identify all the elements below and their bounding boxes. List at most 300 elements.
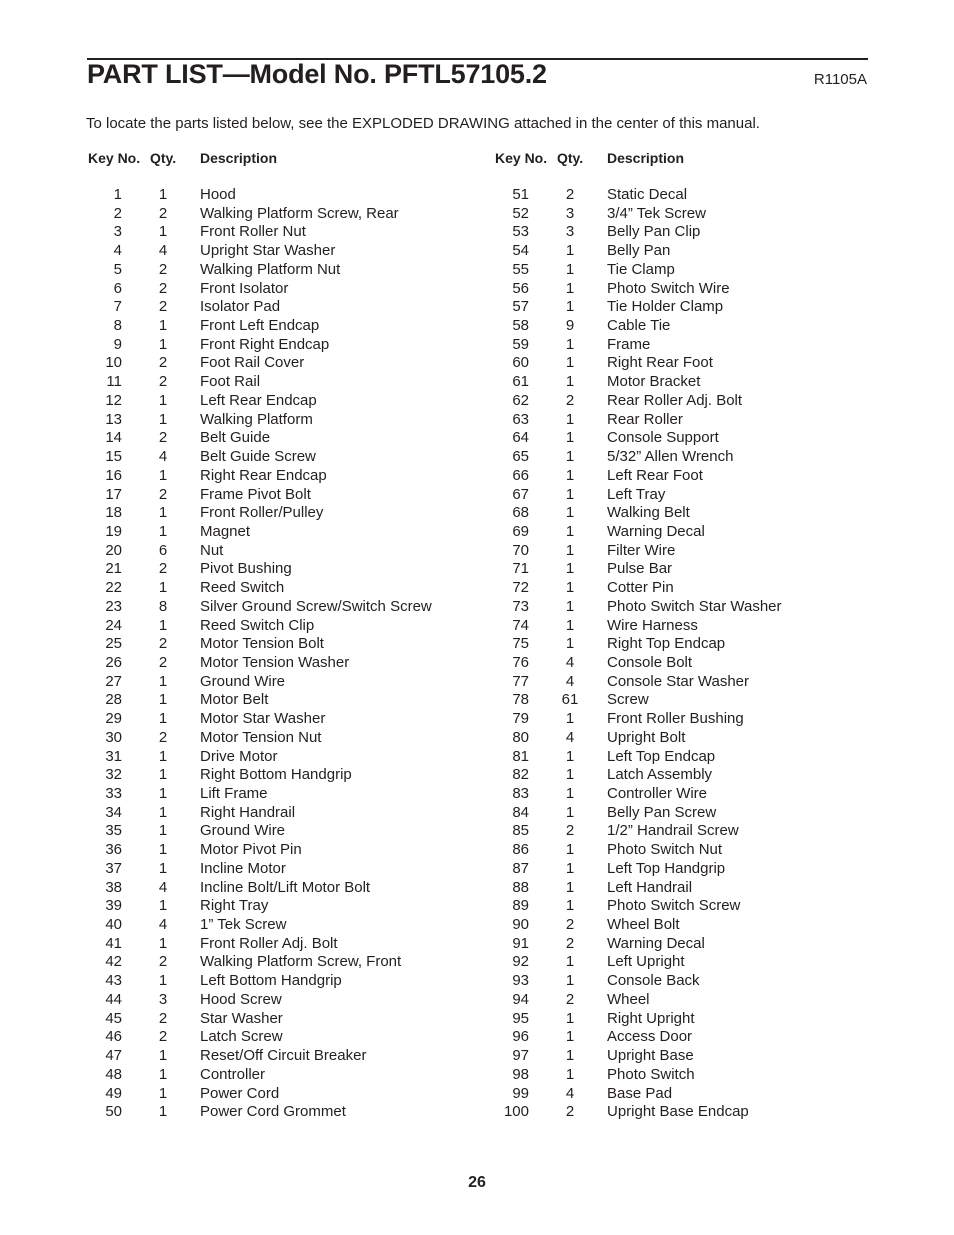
part-description: Walking Platform Screw, Rear	[200, 204, 399, 222]
part-qty: 3	[158, 990, 168, 1008]
part-qty: 2	[158, 653, 168, 671]
part-qty: 1	[158, 934, 168, 952]
part-key-no: 21	[105, 560, 122, 578]
part-qty: 1	[565, 522, 575, 540]
part-qty: 1	[565, 710, 575, 728]
part-qty: 1	[565, 841, 575, 859]
part-key-no: 79	[512, 710, 529, 728]
part-description: Front Isolator	[200, 279, 289, 297]
part-key-no: 31	[105, 747, 122, 765]
part-qty: 4	[565, 728, 575, 746]
part-description: Upright Bolt	[607, 728, 686, 746]
part-qty: 1	[565, 803, 575, 821]
part-description: Power Cord Grommet	[200, 1103, 346, 1121]
part-key-no: 26	[105, 653, 122, 671]
part-description: Walking Belt	[607, 504, 690, 522]
part-key-no: 41	[105, 934, 122, 952]
part-key-no: 6	[113, 279, 122, 297]
part-description: Belly Pan Clip	[607, 223, 701, 241]
part-key-no: 63	[512, 410, 529, 428]
part-key-no: 64	[512, 429, 529, 447]
part-key-no: 69	[512, 522, 529, 540]
part-key-no: 17	[105, 485, 122, 503]
part-description: Wire Harness	[607, 616, 698, 634]
part-qty: 1	[158, 691, 168, 709]
header-qty: Qty.	[150, 150, 177, 166]
part-key-no: 97	[512, 1047, 529, 1065]
part-key-no: 33	[105, 785, 122, 802]
part-qty: 1	[565, 747, 575, 765]
part-key-no: 38	[105, 878, 122, 896]
part-qty: 4	[565, 672, 575, 690]
part-description: 1” Tek Screw	[200, 916, 287, 934]
part-qty: 1	[565, 373, 575, 391]
page-number: 26	[468, 1174, 486, 1191]
part-description: Belt Guide	[200, 429, 271, 447]
part-key-no: 59	[512, 335, 529, 353]
part-description: Ground Wire	[200, 672, 286, 690]
part-qty: 1	[158, 803, 168, 821]
part-qty: 4	[158, 878, 168, 896]
part-description: Front Roller Nut	[200, 223, 306, 241]
part-description: Left Handrail	[607, 878, 693, 896]
part-qty: 2	[158, 204, 168, 222]
part-description: Motor Pivot Pin	[200, 841, 302, 859]
part-description: Upright Base	[607, 1047, 694, 1065]
part-description: Reset/Off Circuit Breaker	[200, 1047, 367, 1065]
part-qty: 1	[565, 953, 575, 971]
part-key-no: 30	[105, 728, 122, 746]
part-description: Front Left Endcap	[200, 317, 320, 335]
part-qty: 1	[565, 785, 575, 802]
part-description: Walking Platform Nut	[200, 260, 341, 278]
part-key-no: 92	[512, 953, 529, 971]
part-qty: 1	[565, 1047, 575, 1065]
part-qty: 1	[158, 1065, 168, 1083]
part-qty: 2	[565, 1103, 575, 1121]
part-key-no: 46	[105, 1028, 122, 1046]
part-description: Motor Belt	[200, 691, 269, 709]
part-key-no: 52	[512, 204, 529, 222]
part-key-no: 83	[512, 785, 529, 802]
part-key-no: 71	[512, 560, 529, 578]
part-key-no: 15	[105, 448, 122, 466]
part-key-no: 75	[512, 635, 529, 653]
part-qty: 2	[565, 934, 575, 952]
part-key-no: 39	[105, 897, 122, 915]
part-description: Console Back	[607, 972, 700, 990]
part-key-no: 78	[512, 691, 529, 709]
part-description: Walking Platform	[200, 410, 313, 428]
part-description: Tie Holder Clamp	[607, 298, 724, 316]
part-description: Hood Screw	[200, 990, 282, 1008]
part-key-no: 55	[512, 260, 529, 278]
part-description: Front Roller/Pulley	[200, 504, 324, 522]
part-description: Left Rear Endcap	[200, 391, 317, 409]
part-description: Right Handrail	[200, 803, 296, 821]
part-description: Motor Star Washer	[200, 710, 326, 728]
part-qty: 1	[565, 972, 575, 990]
part-key-no: 53	[512, 223, 529, 241]
part-description: 3/4” Tek Screw	[607, 204, 706, 222]
part-key-no: 61	[512, 373, 529, 391]
part-description: Left Upright	[607, 953, 685, 971]
header-description: Description	[607, 150, 685, 166]
part-qty: 1	[158, 766, 168, 784]
part-qty: 1	[565, 410, 575, 428]
part-description: Rear Roller Adj. Bolt	[607, 391, 743, 409]
part-qty: 1	[565, 354, 575, 372]
part-description: Foot Rail Cover	[200, 354, 305, 372]
part-description: Right Bottom Handgrip	[200, 766, 352, 784]
part-key-no: 68	[512, 504, 529, 522]
part-qty: 8	[158, 597, 168, 615]
part-qty: 1	[565, 766, 575, 784]
part-description: Upright Star Washer	[200, 242, 336, 260]
part-description: Left Bottom Handgrip	[200, 972, 342, 990]
part-description: Incline Bolt/Lift Motor Bolt	[200, 878, 371, 896]
part-key-no: 54	[512, 242, 529, 260]
part-qty: 1	[565, 485, 575, 503]
part-key-no: 100	[503, 1103, 529, 1121]
part-key-no: 19	[105, 522, 122, 540]
part-key-no: 88	[512, 878, 529, 896]
part-key-no: 35	[105, 822, 122, 840]
part-qty: 2	[565, 916, 575, 934]
part-description: Left Top Handgrip	[607, 859, 726, 877]
part-qty: 1	[158, 972, 168, 990]
part-qty: 1	[565, 260, 575, 278]
part-qty: 1	[158, 1084, 168, 1102]
part-description: Photo Switch	[607, 1065, 695, 1083]
part-description: Wheel	[607, 990, 650, 1008]
part-key-no: 50	[105, 1103, 122, 1121]
part-key-no: 1	[113, 186, 122, 203]
part-qty: 1	[565, 635, 575, 653]
part-key-no: 43	[105, 972, 122, 990]
part-key-no: 57	[512, 298, 529, 316]
part-description: Walking Platform Screw, Front	[200, 953, 402, 971]
part-description: Right Upright	[607, 1009, 695, 1027]
part-description: Motor Tension Nut	[200, 728, 322, 746]
part-qty: 2	[158, 1009, 168, 1027]
part-description: Right Tray	[200, 897, 269, 915]
part-key-no: 20	[105, 541, 122, 559]
part-key-no: 56	[512, 279, 529, 297]
part-key-no: 89	[512, 897, 529, 915]
part-qty: 1	[565, 560, 575, 578]
header-key-no: Key No.	[495, 150, 548, 166]
part-description: Console Bolt	[607, 653, 693, 671]
part-description: Pulse Bar	[607, 560, 673, 578]
part-key-no: 65	[512, 448, 529, 466]
part-description: Belly Pan Screw	[607, 803, 717, 821]
part-description: Frame Pivot Bolt	[200, 485, 311, 503]
part-description: Controller Wire	[607, 785, 708, 802]
part-qty: 2	[565, 990, 575, 1008]
part-qty: 2	[158, 260, 168, 278]
part-qty: 2	[158, 373, 168, 391]
part-description: Incline Motor	[200, 859, 286, 877]
part-qty: 61	[561, 691, 579, 709]
part-description: Right Rear Endcap	[200, 466, 327, 484]
header-qty: Qty.	[557, 150, 584, 166]
part-qty: 1	[565, 1065, 575, 1083]
part-description: Warning Decal	[607, 522, 705, 540]
part-qty: 2	[158, 635, 168, 653]
part-qty: 4	[158, 242, 168, 260]
part-qty: 1	[158, 522, 168, 540]
part-description: Star Washer	[200, 1009, 283, 1027]
part-description: Front Roller Adj. Bolt	[200, 934, 338, 952]
part-qty: 1	[158, 841, 168, 859]
part-qty: 2	[158, 298, 168, 316]
part-qty: 2	[158, 728, 168, 746]
part-key-no: 4	[113, 242, 122, 260]
part-key-no: 67	[512, 485, 529, 503]
part-qty: 1	[158, 747, 168, 765]
part-description: Latch Assembly	[607, 766, 713, 784]
part-key-no: 93	[512, 972, 529, 990]
part-description: Left Top Endcap	[607, 747, 716, 765]
part-key-no: 9	[113, 335, 122, 353]
part-qty: 3	[565, 223, 575, 241]
part-description: Nut	[200, 541, 224, 559]
part-key-no: 91	[512, 934, 529, 952]
part-qty: 4	[565, 653, 575, 671]
part-description: Right Top Endcap	[607, 635, 726, 653]
part-qty: 1	[158, 710, 168, 728]
part-description: Reed Switch	[200, 579, 285, 597]
part-description: Photo Switch Screw	[607, 897, 741, 915]
page-title: PART LIST—Model No. PFTL57105.2	[87, 59, 547, 89]
part-description: Access Door	[607, 1028, 693, 1046]
part-description: Power Cord	[200, 1084, 280, 1102]
part-description: Console Support	[607, 429, 719, 447]
part-key-no: 14	[105, 429, 122, 447]
part-qty: 2	[158, 429, 168, 447]
part-key-no: 47	[105, 1047, 122, 1065]
part-description: Photo Switch Wire	[607, 279, 730, 297]
part-description: 1/2” Handrail Screw	[607, 822, 739, 840]
part-description: Screw	[607, 691, 649, 709]
part-qty: 1	[565, 298, 575, 316]
part-description: Warning Decal	[607, 934, 705, 952]
part-qty: 1	[565, 1028, 575, 1046]
part-key-no: 96	[512, 1028, 529, 1046]
part-qty: 1	[158, 504, 168, 522]
part-key-no: 94	[512, 990, 529, 1008]
part-description: Foot Rail	[200, 373, 261, 391]
part-qty: 1	[158, 579, 168, 597]
part-key-no: 23	[105, 597, 122, 615]
part-description: Frame	[607, 335, 651, 353]
part-key-no: 37	[105, 859, 122, 877]
part-description: Ground Wire	[200, 822, 286, 840]
part-qty: 2	[565, 822, 575, 840]
part-qty: 1	[158, 822, 168, 840]
part-key-no: 11	[106, 373, 122, 391]
part-description: Belt Guide Screw	[200, 448, 316, 466]
part-description: Tie Clamp	[607, 260, 675, 278]
part-key-no: 42	[105, 953, 122, 971]
part-description: Pivot Bushing	[200, 560, 292, 578]
part-description: Magnet	[200, 522, 251, 540]
part-description: Lift Frame	[200, 785, 268, 802]
part-qty: 1	[158, 223, 168, 241]
part-key-no: 13	[105, 410, 122, 428]
part-qty: 1	[565, 878, 575, 896]
part-qty: 2	[158, 485, 168, 503]
part-description: Right Rear Foot	[607, 354, 713, 372]
part-key-no: 74	[512, 616, 529, 634]
part-key-no: 16	[105, 466, 122, 484]
part-qty: 2	[158, 354, 168, 372]
part-qty: 4	[158, 448, 168, 466]
part-key-no: 85	[512, 822, 529, 840]
part-key-no: 44	[105, 990, 122, 1008]
part-description: Left Rear Foot	[607, 466, 703, 484]
document-code: R1105A	[813, 71, 867, 88]
part-qty: 1	[565, 504, 575, 522]
part-key-no: 32	[105, 766, 122, 784]
part-qty: 1	[158, 391, 168, 409]
part-qty: 6	[158, 541, 168, 559]
part-qty: 1	[565, 597, 575, 615]
part-key-no: 25	[105, 635, 122, 653]
part-description: Belly Pan	[607, 242, 671, 260]
part-qty: 1	[158, 859, 168, 877]
part-key-no: 28	[105, 691, 122, 709]
part-key-no: 34	[105, 803, 122, 821]
part-key-no: 81	[512, 747, 529, 765]
part-key-no: 51	[512, 186, 529, 203]
part-qty: 1	[565, 242, 575, 260]
part-key-no: 99	[512, 1084, 529, 1102]
part-description: Isolator Pad	[200, 298, 281, 316]
part-description: Motor Bracket	[607, 373, 701, 391]
part-key-no: 7	[113, 298, 122, 316]
part-key-no: 24	[105, 616, 122, 634]
part-key-no: 76	[512, 653, 529, 671]
part-key-no: 98	[512, 1065, 529, 1083]
part-key-no: 70	[512, 541, 529, 559]
part-qty: 1	[158, 186, 168, 203]
part-description: 5/32” Allen Wrench	[607, 448, 734, 466]
part-description: Photo Switch Star Washer	[607, 597, 782, 615]
part-description: Console Star Washer	[607, 672, 750, 690]
part-qty: 1	[565, 859, 575, 877]
part-description: Base Pad	[607, 1084, 673, 1102]
part-key-no: 80	[512, 728, 529, 746]
part-qty: 2	[565, 391, 575, 409]
part-key-no: 29	[105, 710, 122, 728]
part-description: Photo Switch Nut	[607, 841, 723, 859]
part-description: Cotter Pin	[607, 579, 674, 597]
header-key-no: Key No.	[88, 150, 141, 166]
part-qty: 2	[158, 279, 168, 297]
part-key-no: 84	[512, 803, 529, 821]
part-qty: 1	[565, 1009, 575, 1027]
part-key-no: 10	[105, 354, 122, 372]
part-qty: 1	[158, 1103, 168, 1121]
part-description: Silver Ground Screw/Switch Screw	[200, 597, 432, 615]
part-description: Cable Tie	[607, 317, 671, 335]
part-key-no: 72	[512, 579, 529, 597]
part-qty: 1	[158, 1047, 168, 1065]
part-description: Rear Roller	[607, 410, 683, 428]
part-description: Hood	[200, 186, 236, 203]
part-key-no: 5	[113, 260, 122, 278]
part-description: Wheel Bolt	[607, 916, 680, 934]
part-key-no: 3	[113, 223, 122, 241]
part-description: Filter Wire	[607, 541, 676, 559]
part-qty: 4	[158, 916, 168, 934]
part-description: Drive Motor	[200, 747, 278, 765]
part-qty: 1	[565, 897, 575, 915]
part-qty: 1	[158, 897, 168, 915]
part-key-no: 12	[105, 391, 122, 409]
part-key-no: 18	[105, 504, 122, 522]
part-qty: 1	[158, 317, 168, 335]
part-description: Static Decal	[607, 186, 688, 203]
part-description: Reed Switch Clip	[200, 616, 315, 634]
part-key-no: 58	[512, 317, 529, 335]
part-key-no: 77	[512, 672, 529, 690]
part-key-no: 8	[113, 317, 122, 335]
part-key-no: 40	[105, 916, 122, 934]
part-description: Upright Base Endcap	[607, 1103, 749, 1121]
part-qty: 3	[565, 204, 575, 222]
part-key-no: 62	[512, 391, 529, 409]
part-qty: 1	[158, 672, 168, 690]
part-description: Left Tray	[607, 485, 666, 503]
part-qty: 1	[158, 785, 168, 802]
part-qty: 1	[158, 616, 168, 634]
part-description: Latch Screw	[200, 1028, 283, 1046]
part-qty: 1	[565, 335, 575, 353]
part-qty: 1	[565, 466, 575, 484]
part-qty: 2	[158, 1028, 168, 1046]
part-key-no: 36	[105, 841, 122, 859]
part-key-no: 90	[512, 916, 529, 934]
part-key-no: 82	[512, 766, 529, 784]
part-qty: 1	[565, 541, 575, 559]
part-qty: 2	[158, 560, 168, 578]
header-description: Description	[200, 150, 278, 166]
part-qty: 1	[158, 410, 168, 428]
part-qty: 2	[158, 953, 168, 971]
part-qty: 1	[158, 335, 168, 353]
intro-text: To locate the parts listed below, see the EXPLODED DRAWING attached in the center of this manual.	[86, 115, 760, 132]
part-qty: 9	[565, 317, 575, 335]
part-description: Front Roller Bushing	[607, 710, 744, 728]
part-qty: 1	[158, 466, 168, 484]
part-description: Motor Tension Washer	[200, 653, 350, 671]
part-qty: 4	[565, 1084, 575, 1102]
part-key-no: 73	[512, 597, 529, 615]
part-key-no: 66	[512, 466, 529, 484]
part-qty: 2	[565, 186, 575, 203]
part-key-no: 95	[512, 1009, 529, 1027]
part-key-no: 87	[512, 859, 529, 877]
part-key-no: 86	[512, 841, 529, 859]
part-key-no: 48	[105, 1065, 122, 1083]
part-qty: 1	[565, 429, 575, 447]
part-qty: 1	[565, 448, 575, 466]
part-qty: 1	[565, 616, 575, 634]
part-key-no: 22	[105, 579, 122, 597]
